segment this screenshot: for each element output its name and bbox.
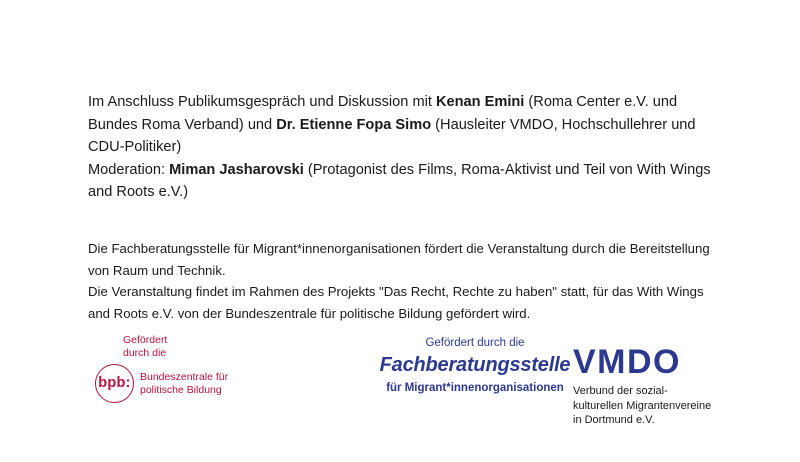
- vmdo-subtitle-line-3: in Dortmund e.V.: [573, 414, 655, 426]
- bpb-tagline-line-2: durch die: [123, 347, 167, 359]
- paragraph-2-rich-text: [88, 241, 710, 321]
- paragraph-funding-note: [88, 238, 712, 324]
- bpb-logo-mark-row: [95, 364, 260, 403]
- vmdo-subtitle-line-2: kulturellen Migrantenvereine: [573, 399, 712, 412]
- vmdo-subtitle: [573, 384, 773, 428]
- fbs-subtitle: für Migrant*innenorganisationen: [386, 382, 564, 394]
- bpb-mark-text: bpb:: [98, 375, 131, 392]
- fbs-tagline: Gefördert durch die: [425, 337, 525, 349]
- vmdo-logo: [573, 344, 773, 428]
- bpb-tagline-line-1: Gefördert: [123, 334, 168, 346]
- paragraph-2-rich-text-segment-0-0: Die Fachberatungsstelle für Migrant*innenorganisationen fördert die Veranstaltung durch die Bereitstellung von Raum und Technik.: [88, 241, 710, 278]
- bpb-name-line-2: politische Bildung: [140, 383, 222, 396]
- paragraph-panel-discussion: [88, 91, 712, 204]
- paragraph-1-rich-text-segment-2-0: (Roma Center e.V. und Bundes Roma Verband) und: [88, 94, 678, 133]
- paragraph-1-rich-text-segment-0-0: Im Anschluss Publikumsgespräch und Diskussion mit: [88, 94, 436, 110]
- paragraph-1-rich-text-segment-7-0: (Protagonist des Films, Roma-Aktivist und Teil von With Wings and Roots e.V.): [88, 161, 711, 200]
- paragraph-2-rich-text-segment-1-1: Die Veranstaltung findet im Rahmen des Projekts "Das Recht, Rechte zu haben" statt, für das With Wings and Roots e.V. von der Bundeszentrale für politische Bildung gefördert wird.: [88, 284, 704, 321]
- sponsor-logo-row: [0, 330, 800, 440]
- paragraph-1-rich-text-segment-1-0: Kenan Emini: [435, 94, 525, 110]
- paragraph-1-rich-text-segment-3-0: Dr. Etienne Fopa Simo: [276, 116, 432, 133]
- vmdo-wordmark: VMDO: [573, 343, 681, 381]
- bpb-circle-icon: [95, 364, 134, 403]
- paragraph-1-rich-text-segment-5-1: Moderation:: [88, 161, 170, 178]
- fbs-wordmark: Fachberatungsstelle: [379, 354, 571, 376]
- paragraph-1-rich-text-segment-6-0: Miman Jasharovski: [169, 161, 304, 178]
- bpb-name-line-1: Bundeszentrale für: [140, 370, 229, 383]
- vmdo-subtitle-line-1: Verbund der sozial-: [573, 385, 668, 397]
- bpb-logo-name: [140, 371, 228, 397]
- bpb-logo: [95, 334, 260, 403]
- bpb-logo-tagline: [123, 334, 260, 360]
- paragraph-1-rich-text: [88, 94, 711, 200]
- paragraph-1-rich-text-segment-4-0: (Hausleiter VMDO, Hochschullehrer und CDU-Politiker): [88, 116, 696, 155]
- fachberatungsstelle-logo: [375, 336, 575, 396]
